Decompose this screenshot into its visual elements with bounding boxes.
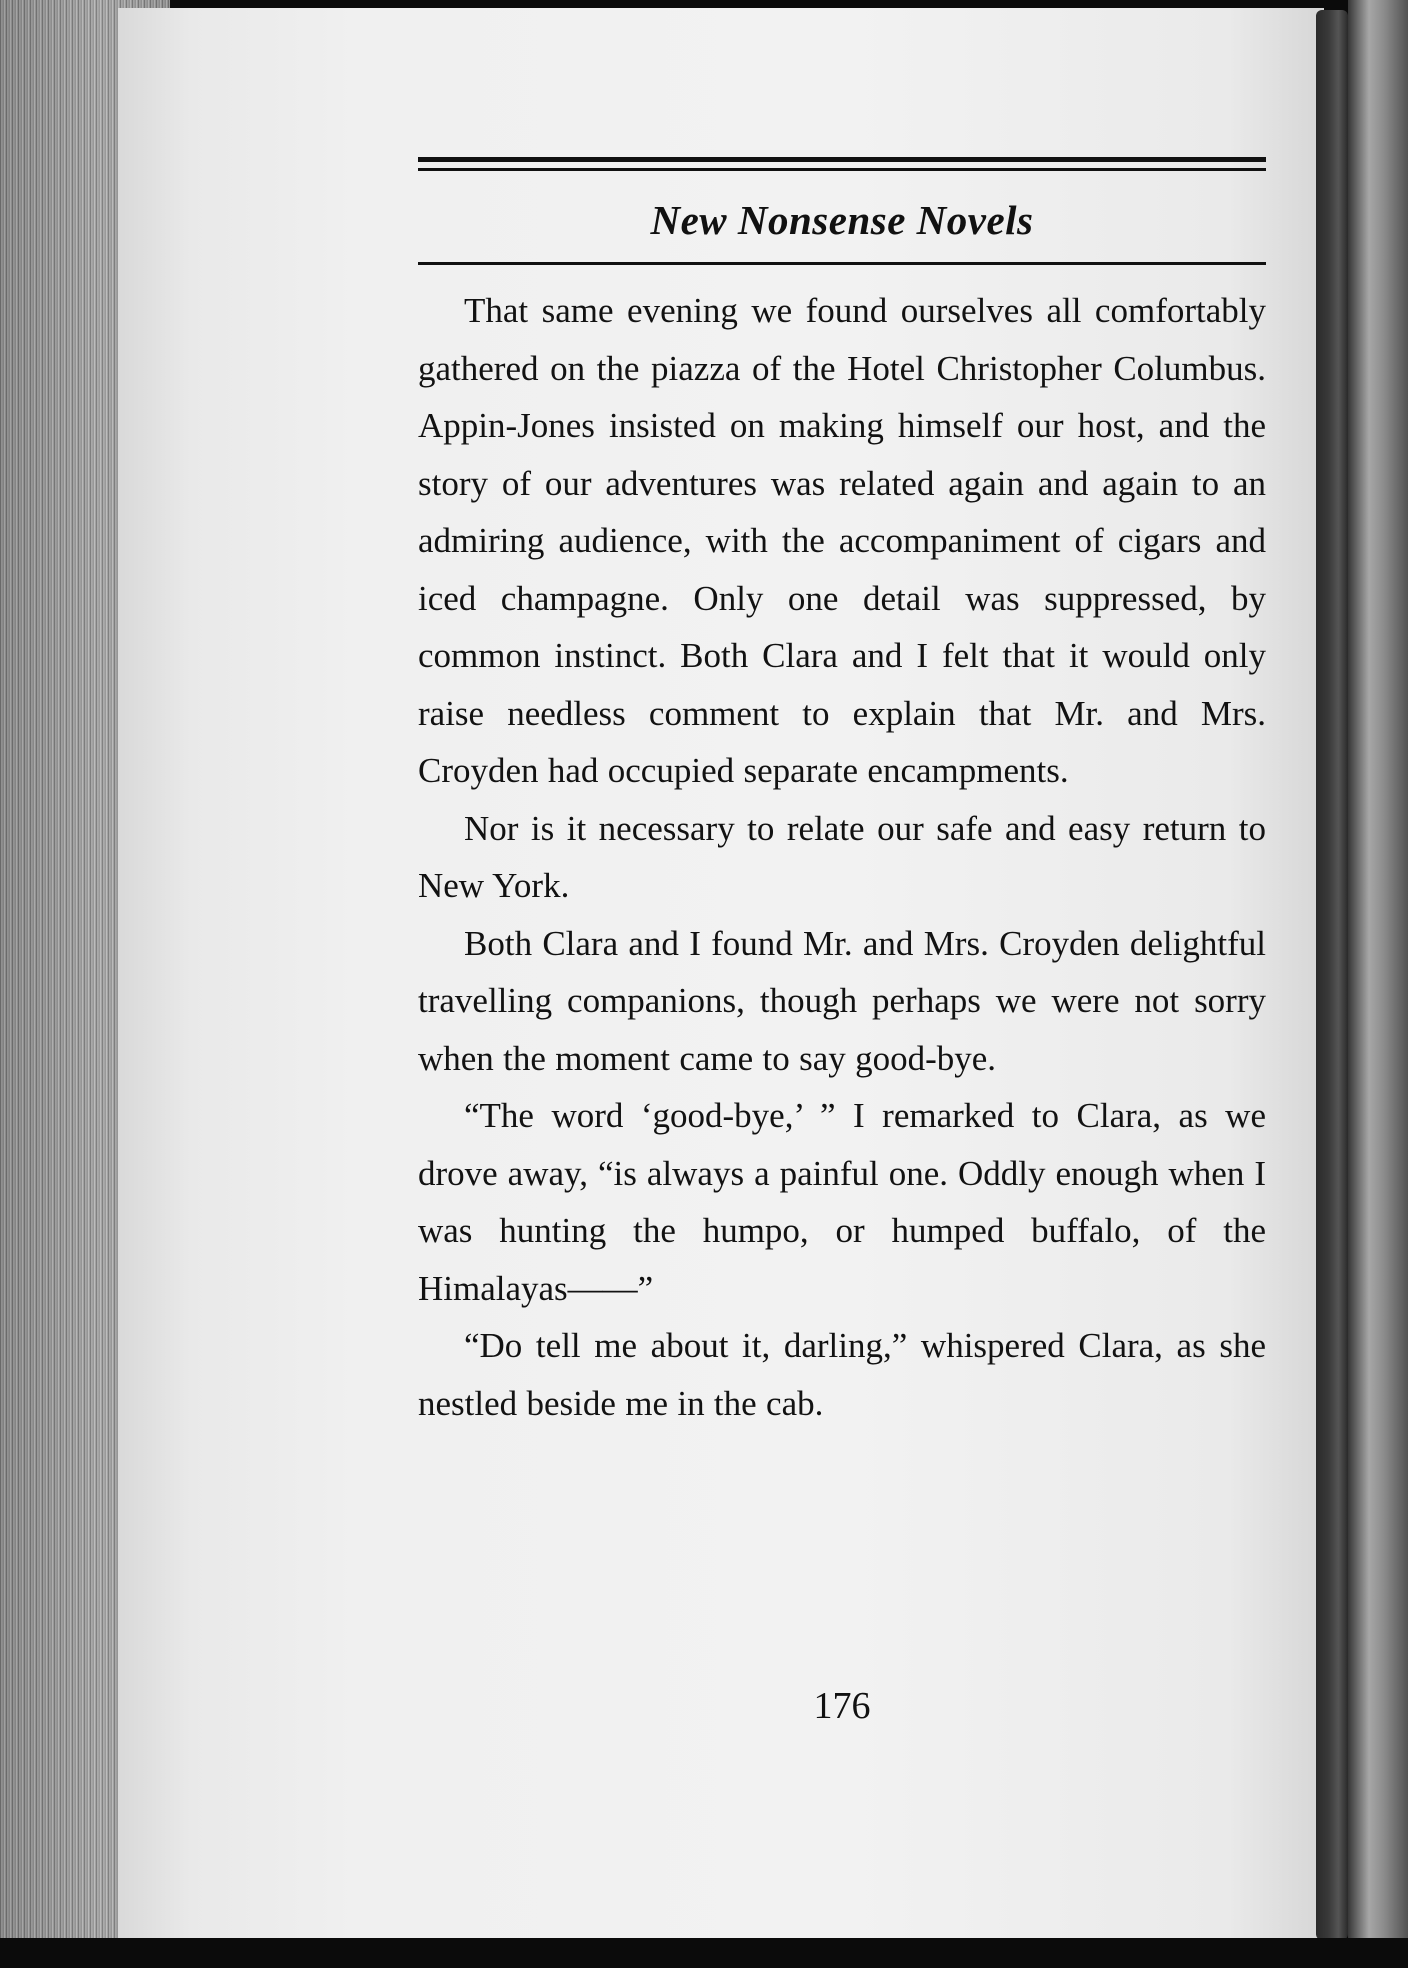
page-number: 176 — [813, 1685, 871, 1727]
book-spine-strip — [1316, 10, 1348, 1940]
scan-bottom-border — [0, 1938, 1408, 1968]
header-rule-thick — [418, 157, 1266, 162]
page-body — [418, 282, 1266, 1432]
header-rule-thin — [418, 168, 1266, 171]
running-title: New Nonsense Novels — [650, 197, 1034, 243]
paragraph-5: “Do tell me about it, darling,” whispered Clara, as she nestled beside me in the cab. — [418, 1326, 1266, 1423]
paragraph-3: Both Clara and I found Mr. and Mrs. Croyden delightful travelling companions, though perhaps we were not sorry when the moment came to say good-bye. — [418, 923, 1266, 1078]
paragraph-2: Nor is it necessary to relate our safe and easy return to New York. — [418, 808, 1266, 905]
paragraph-1: That same evening we found ourselves all comfortably gathered on the piazza of the Hotel Christopher Columbus. Appin-Jones insisted on making himself our host, and the story of our adventures was related again and again to an admiring audience, with the accompaniment of cigars and iced champagne. Only one detail was suppressed, by common instinct. Both Clara and I felt that it would only raise needless comment to explain that Mr. and Mrs. Croyden had occupied separate encampments. — [418, 291, 1266, 790]
header-underline-rule — [418, 262, 1266, 265]
paragraph-4: “The word ‘good-bye,’ ” I remarked to Clara, as we drove away, “is always a painful one. Oddly enough when I was hunting the humpo, or humped buffalo, of the Himalayas——” — [418, 1096, 1266, 1308]
adjacent-page-edge — [1348, 0, 1408, 1968]
